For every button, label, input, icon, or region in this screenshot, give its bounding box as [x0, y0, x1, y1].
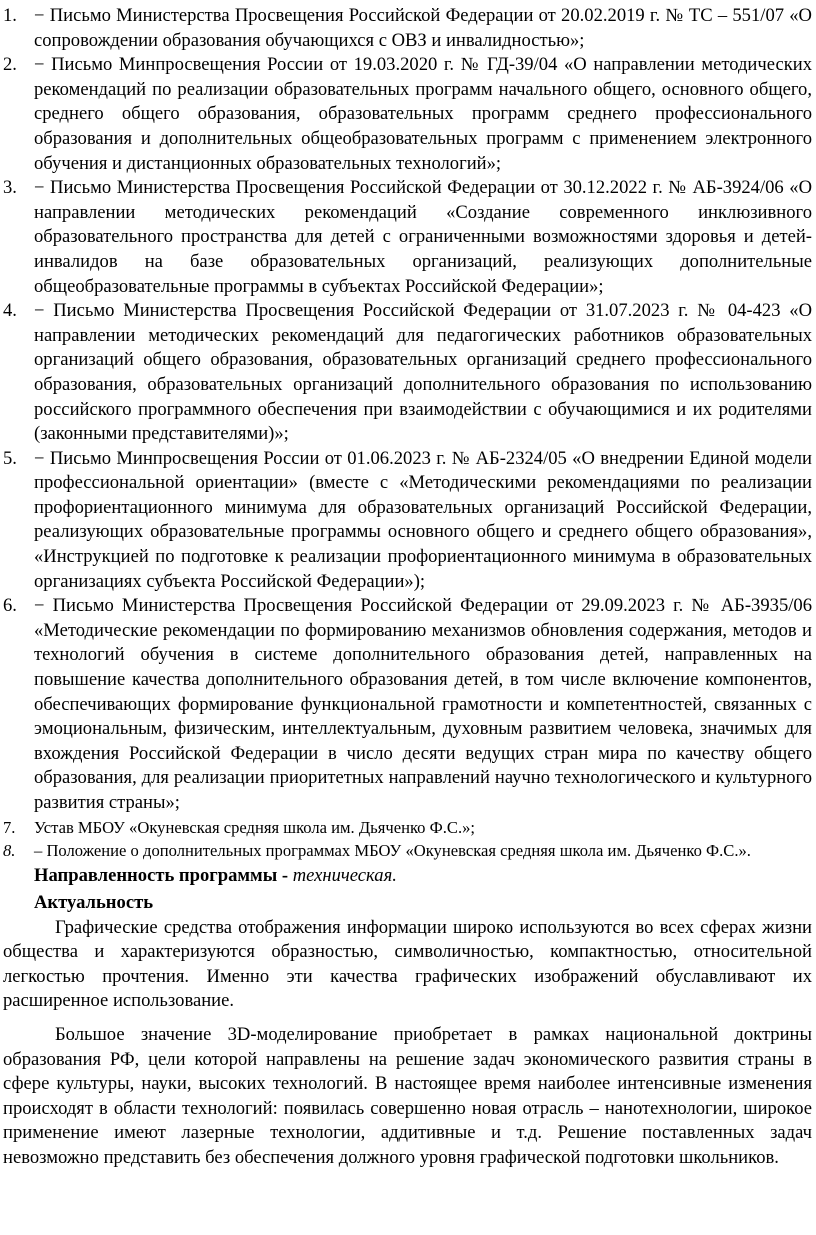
list-item-text: – Положение о дополнительных программах МБОУ «Окуневская средняя школа им. Дьяченко Ф.С.». — [34, 841, 751, 860]
regulations-list — [3, 4, 812, 862]
list-item-number: 3. — [3, 177, 17, 199]
program-direction-value: техническая. — [292, 865, 397, 887]
list-item-number: 4. — [3, 300, 17, 322]
list-item-number: 2. — [3, 54, 17, 76]
relevance-title: Актуальность — [34, 892, 154, 913]
list-item-number: 6. — [3, 595, 17, 617]
program-direction-label: Направленность программы - — [34, 865, 289, 887]
list-item-number: 8. — [3, 841, 16, 860]
list-item-text: − Письмо Минпросвещения России от 19.03.2020 г. № ГД-39/04 «О направлении методических рекомендаций по реализации образовательных программ начального общего, основного общего, среднего общего образования, образовательных программ среднего профессионального образования и дополнительных общеобразовательных программ с применением электронного обучения и дистанционных образовательных технологий»; — [34, 54, 812, 174]
list-item-text: − Письмо Министерства Просвещения Российской Федерации от 30.12.2022 г. № АБ-3924/06 «О направлении методических рекомендаций «Создание современного инклюзивного образовательного пространства для детей с ограниченными возможностями здоровья и детей-инвалидов на базе образовательных организаций, реализующих дополнительные общеобразовательные программы в субъектах Российской Федерации»; — [34, 177, 812, 297]
list-item — [3, 176, 812, 299]
list-item — [3, 816, 812, 839]
list-item-number: 5. — [3, 447, 17, 469]
relevance-heading — [34, 891, 812, 916]
list-item-number: 1. — [3, 5, 17, 26]
list-item — [3, 53, 812, 176]
list-item — [3, 447, 812, 595]
list-item — [3, 839, 812, 862]
list-item-number: 7. — [3, 817, 16, 837]
list-item-text: − Письмо Минпросвещения России от 01.06.2023 г. № АБ-2324/05 «О внедрении Единой модели профессиональной ориентации» (вместе с «Методическими рекомендациями по реализации профориентационного минимума для образовательных организаций Российской Федерации, реализующих образовательные программы основного общего и среднего общего образования», «Инструкцией по подготовке к реализации профориентационного минимума в образовательных организациях субъекта Российской Федерации»); — [34, 447, 812, 592]
program-direction — [34, 864, 812, 889]
list-item-text: − Письмо Министерства Просвещения Российской Федерации от 31.07.2023 г. № 04-423 «О направлении методических рекомендаций для педагогических работников образовательных организаций общего образования, образовательных организаций среднего профессионального образования, образовательных организаций дополнительного образования по использованию российского программного обеспечения при взаимодействии с обучающимися и их родителями (законными представителями)»; — [34, 300, 812, 445]
list-item — [3, 594, 812, 815]
list-item-text: − Письмо Министерства Просвещения Российской Федерации от 29.09.2023 г. № АБ-3935/06 «Методические рекомендации по формированию механизмов обновления содержания, методов и технологий обучения в системе дополнительного образования детей, направленных на повышение качества дополнительного образования детей, в том числе включение компонентов, обеспечивающих формирование функциональной грамотности и компетентностей, связанных с эмоциональным, физическим, интеллектуальным, духовным развитием человека, значимых для вхождения Российской Федерации в число десяти ведущих стран мира по качеству общего образования, для реализации приоритетных направлений научно технологического и культурного развития страны»; — [34, 595, 812, 813]
list-item-text: − Письмо Министерства Просвещения Российской Федерации от 20.02.2019 г. № ТС – 551/07 «О сопровождении образования обучающихся с ОВЗ и инвалидностью»; — [34, 5, 812, 51]
relevance-paragraph: Графические средства отображения информации широко используются во всех сферах жизни общества и характеризуются образностью, символичностью, компактностью, относительной легкостью прочтения. Именно эти качества графических изображений обуславливают их расширенное использование. — [3, 916, 812, 1012]
list-item — [3, 299, 812, 447]
relevance-paragraph: Большое значение 3D-моделирование приобретает в рамках национальной доктрины образования РФ, цели которой направлены на решение задач экономического развития страны в сфере культуры, науки, высоких технологий. В настоящее время наиболее интенсивные изменения происходят в области технологий: появилась совершенно новая отрасль – нанотехнологии, широкое применение имеют лазерные технологии, аддитивные и т.д. Решение поставленных задач невозможно представить без обеспечения должного уровня графической подготовки школьников. — [3, 1023, 812, 1168]
list-item-text: Устав МБОУ «Окуневская средняя школа им. Дьяченко Ф.С.»; — [34, 817, 475, 837]
list-item — [3, 4, 812, 53]
